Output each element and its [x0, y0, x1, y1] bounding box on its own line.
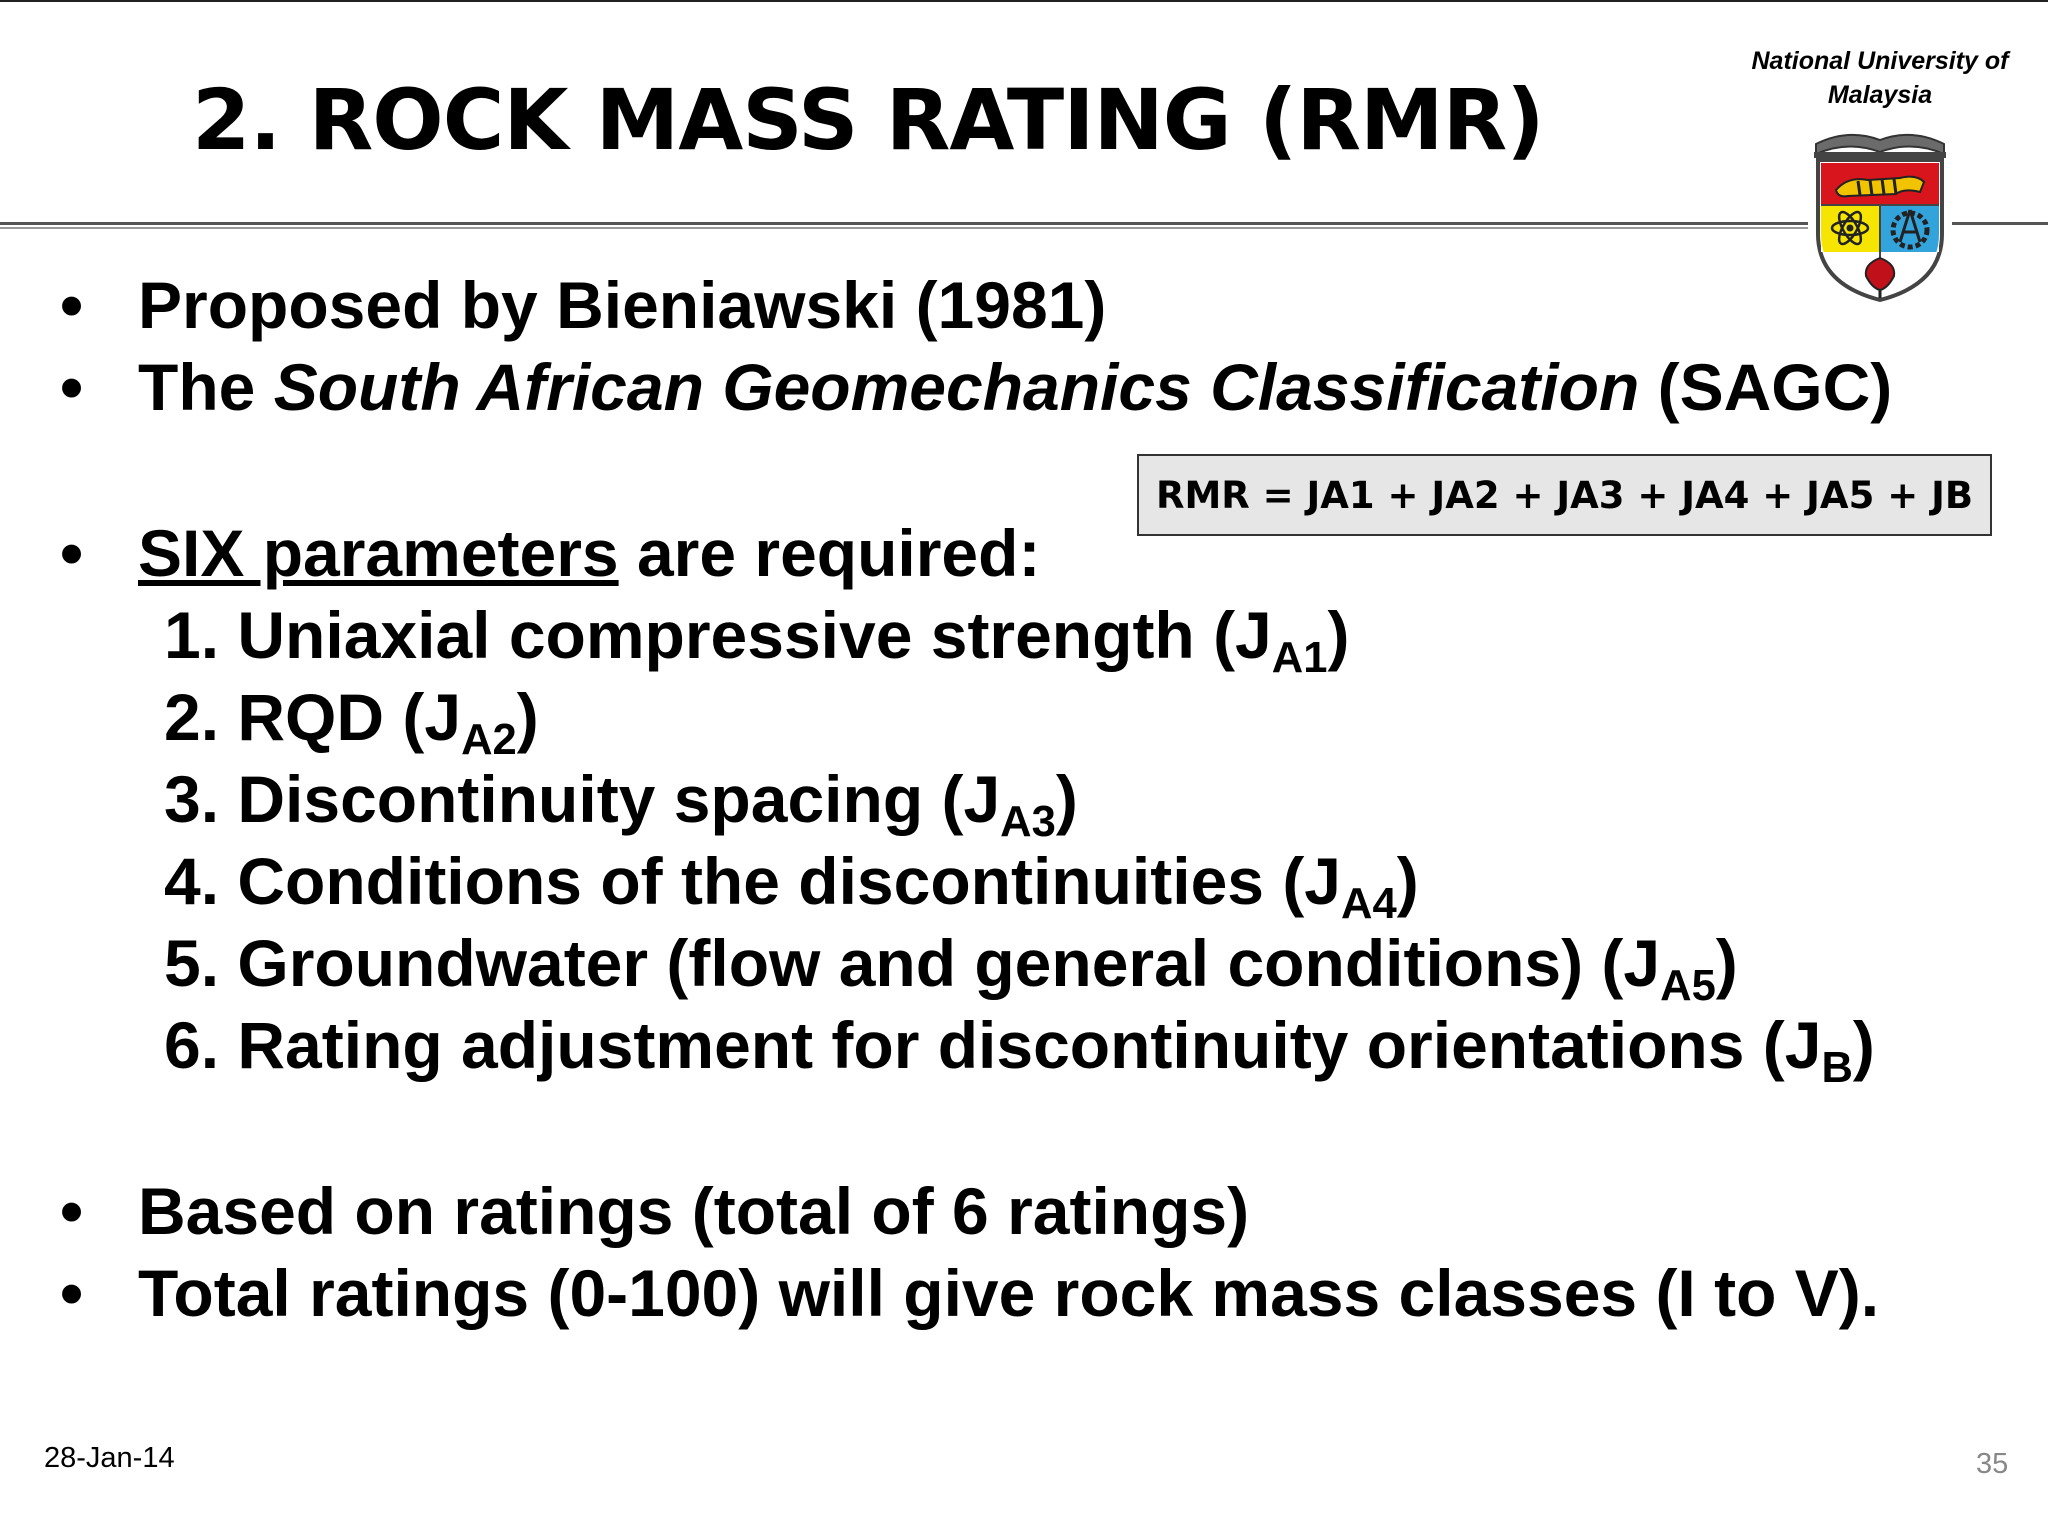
header-divider-shadow [0, 227, 1808, 229]
bullet-proposed-by: Proposed by Bieniawski (1981) [138, 268, 1107, 342]
parameter-item [164, 680, 539, 764]
parameter-text: 3. Discontinuity spacing (J [164, 762, 1001, 836]
parameter-close: ) [1396, 844, 1419, 918]
parameter-close: ) [1327, 598, 1350, 672]
parameter-subscript: A1 [1271, 633, 1328, 682]
bullet-icon: • [60, 1174, 84, 1248]
parameter-text: 5. Groundwater (flow and general conditions) (J [164, 926, 1661, 1000]
institution-line-2: Malaysia [1827, 81, 1933, 109]
parameter-close: ) [1715, 926, 1738, 1000]
sagc-italic-name: South African Geomechanics Classification [273, 350, 1640, 424]
bullet-icon: • [60, 268, 84, 342]
parameter-subscript: A5 [1660, 961, 1716, 1010]
parameter-subscript: A4 [1341, 879, 1397, 928]
bullet-icon: • [60, 516, 84, 590]
footer-date: 28-Jan-14 [44, 1442, 175, 1474]
parameter-text: 4. Conditions of the discontinuities (J [164, 844, 1342, 918]
parameter-text: 6. Rating adjustment for discontinuity orientations (J [164, 1008, 1822, 1082]
top-rule [0, 0, 2048, 2]
bullet-six-parameters [138, 516, 1041, 590]
six-parameters-rest: are required: [618, 516, 1041, 590]
parameter-close: ) [516, 680, 539, 754]
page-number: 35 [1976, 1448, 2009, 1480]
bullet-total-ratings: Total ratings (0-100) will give rock mass classes (I to V). [138, 1256, 1880, 1330]
parameter-item [164, 926, 1738, 1010]
bullet-icon: • [60, 1256, 84, 1330]
six-parameters-underlined: SIX parameters [138, 516, 619, 590]
institution-name [1720, 44, 2040, 112]
bullet-icon: • [60, 350, 84, 424]
bullet-based-on-ratings: Based on ratings (total of 6 ratings) [138, 1174, 1250, 1248]
rmr-formula-box [1137, 454, 1992, 536]
parameter-subscript: B [1821, 1043, 1853, 1092]
parameter-item [164, 762, 1078, 846]
parameter-text: 2. RQD (J [164, 680, 462, 754]
parameter-close: ) [1852, 1008, 1875, 1082]
slide-title: 2. ROCK MASS RATING (RMR) [192, 71, 1544, 169]
header-divider-right [1952, 222, 2048, 225]
parameter-subscript: A2 [461, 715, 517, 764]
sagc-suffix: (SAGC) [1639, 350, 1893, 424]
university-crest-icon [1808, 124, 1952, 304]
rmr-formula: RMR = JA1 + JA2 + JA3 + JA4 + JA5 + JB [1155, 473, 1974, 517]
parameter-close: ) [1055, 762, 1078, 836]
parameter-item [164, 598, 1350, 682]
bullet-sagc [138, 350, 1893, 424]
parameter-item [164, 1008, 1875, 1092]
parameter-text: 1. Uniaxial compressive strength (J [164, 598, 1272, 672]
institution-line-1: National University of [1751, 47, 2009, 75]
header-divider [0, 222, 1808, 225]
sagc-prefix: The [138, 350, 274, 424]
parameter-subscript: A3 [1000, 797, 1056, 846]
parameter-item [164, 844, 1419, 928]
